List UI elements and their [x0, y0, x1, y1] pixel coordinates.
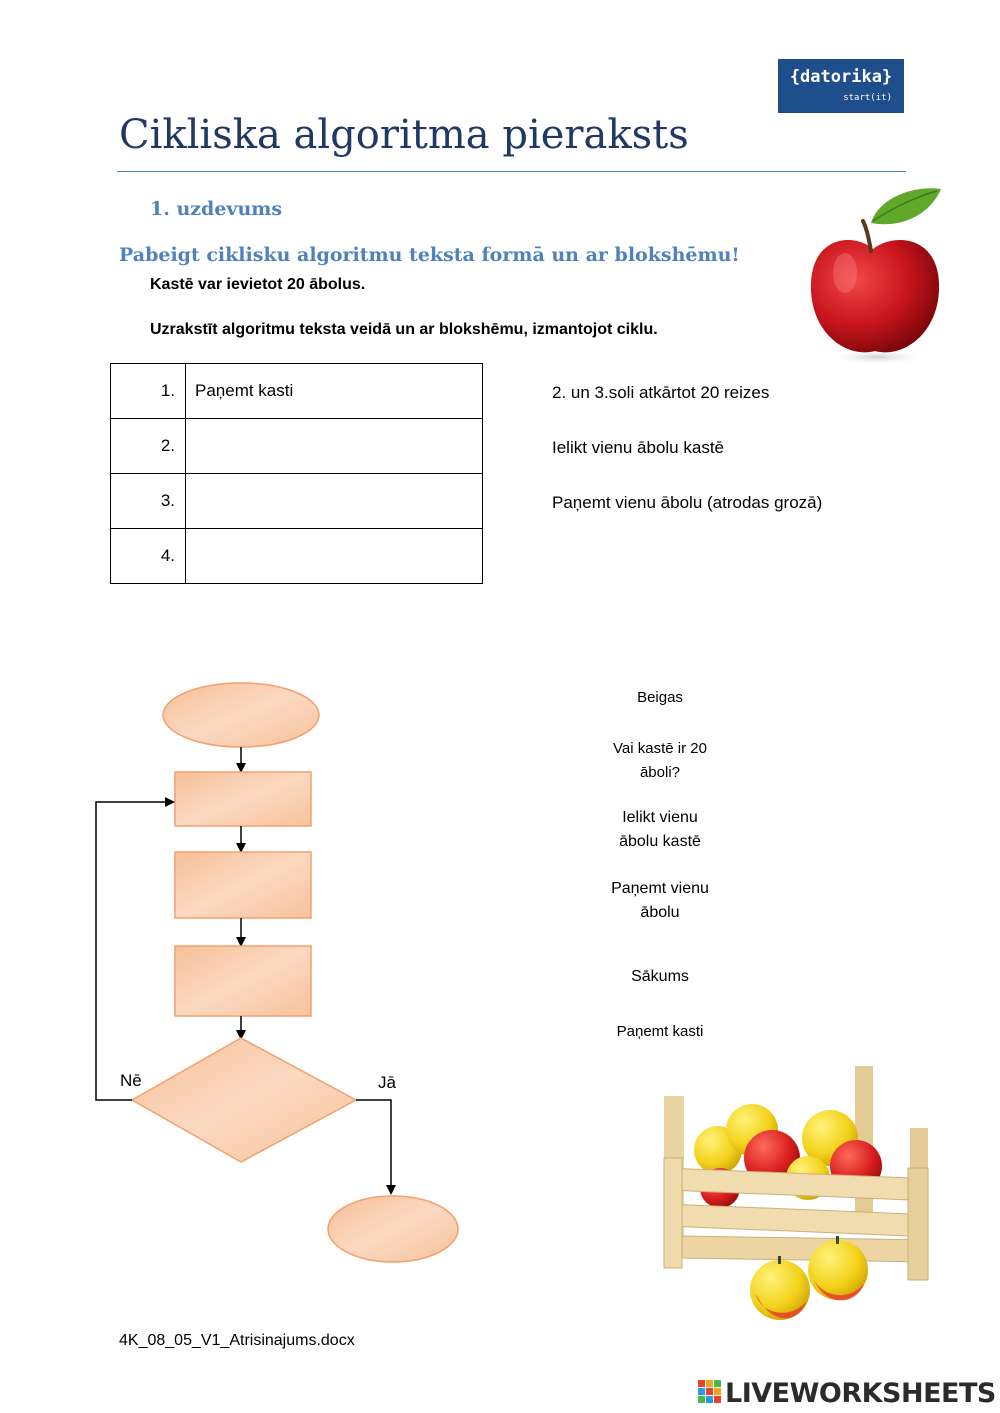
table-row [111, 419, 483, 474]
apple-image [805, 183, 945, 368]
flowchart-box-2[interactable] [175, 852, 311, 918]
page-title: Cikliska algoritma pieraksts [119, 112, 689, 158]
instruction-line-1: Kastē var ievietot 20 ābolus. [150, 276, 366, 293]
step-number: 2. [111, 419, 186, 474]
liveworksheets-text: LIVEWORKSHEETS [725, 1378, 996, 1409]
flow-option-put-line1: Ielikt vienu [622, 809, 698, 826]
text-option-repeat[interactable]: 2. un 3.soli atkārtot 20 reizes [552, 383, 770, 402]
step-number: 4. [111, 529, 186, 584]
table-row [111, 364, 483, 419]
algorithm-table [110, 363, 483, 584]
flow-option-condition-line1: Vai kastē ir 20 [613, 740, 707, 757]
flow-option-take-apple[interactable] [570, 877, 750, 925]
flowchart-box-1[interactable] [175, 772, 311, 826]
flow-arrow-yes [356, 1100, 391, 1193]
flow-option-start[interactable]: Sākums [631, 968, 689, 985]
task-heading: 1. uzdevums [150, 198, 283, 220]
logo-subtext: start(it) [843, 93, 892, 103]
liveworksheets-logo-icon [697, 1378, 723, 1410]
flow-option-take-line1: Paņemt vienu [611, 880, 709, 897]
datorika-logo [778, 59, 904, 113]
apple-crate-image [660, 1058, 935, 1333]
step-number: 3. [111, 474, 186, 529]
flowchart [80, 670, 480, 1280]
flow-option-take-box[interactable]: Paņemt kasti [616, 1023, 704, 1040]
task-subheading: Pabeigt ciklisku algoritmu teksta formā un ar blokshēmu! [119, 244, 740, 266]
flowchart-box-3[interactable] [175, 946, 311, 1016]
instruction-line-2: Uzrakstīt algoritmu teksta veidā un ar blokshēmu, izmantojot ciklu. [150, 321, 658, 338]
flowchart-decision-diamond[interactable] [132, 1038, 356, 1162]
table-row [111, 529, 483, 584]
flowchart-start-oval[interactable] [163, 683, 319, 747]
step-drop-cell[interactable] [186, 419, 483, 474]
flow-option-condition[interactable] [570, 737, 750, 785]
flow-arrow-no-loop [96, 802, 173, 1100]
flow-option-put-line2: ābolu kastē [619, 833, 701, 850]
footer-filename: 4K_08_05_V1_Atrisinajums.docx [119, 1332, 355, 1349]
step-text-cell: Paņemt kasti [186, 364, 483, 419]
text-option-put-apple[interactable]: Ielikt vienu ābolu kastē [552, 438, 724, 457]
step-number: 1. [111, 364, 186, 419]
flowchart-end-oval[interactable] [328, 1196, 458, 1262]
text-option-take-apple[interactable]: Paņemt vienu ābolu (atrodas grozā) [552, 493, 823, 512]
flow-option-put-apple[interactable] [570, 806, 750, 854]
flow-option-condition-line2: āboli? [639, 764, 681, 781]
table-row [111, 474, 483, 529]
title-divider [117, 171, 906, 172]
flow-option-take-line2: ābolu [640, 904, 680, 921]
yes-label: Jā [378, 1073, 396, 1092]
step-drop-cell[interactable] [186, 529, 483, 584]
flow-option-end[interactable]: Beigas [637, 689, 683, 706]
step-drop-cell[interactable] [186, 474, 483, 529]
logo-text: {datorika} [789, 67, 893, 87]
no-label: Nē [120, 1071, 142, 1090]
